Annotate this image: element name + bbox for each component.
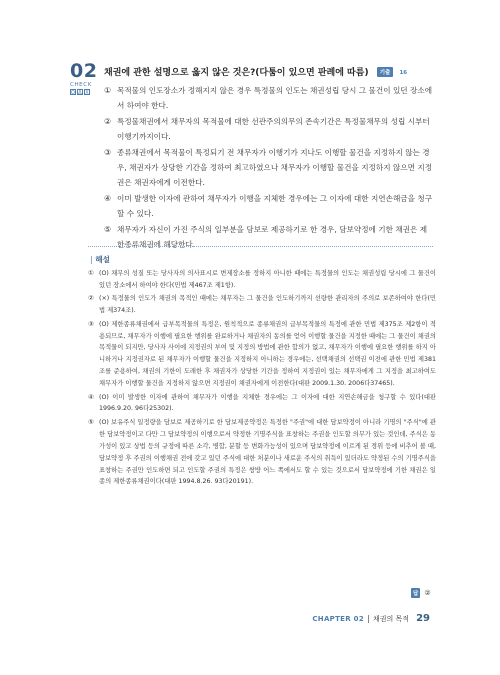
choice-text: 이미 발생한 이자에 관하여 채무자가 이행을 지체한 경우에는 그 이자에 대한 지연손해금을 청구할 수 있다.: [117, 194, 433, 218]
explanation-text: (O) 보유주식 일정량을 담보로 제공하기로 한 담보제공약정은 특정한 "주권"에 대한 담보약정이 아니라 기명의 "주식"에 관한 담보약정이고 다만 그 담보약정의 이행으로서 약정한 기명주식을 표창하는 주권을 인도할 의무가 있는 것인데, 주식은 동가성이 있고 상법 등의 규정에 따른 소각, 병합, 분할 등 변화가능성이 있으며 담보약정에 이르게 된 경위 등에 비추어 볼 때, 담보약정 후 주권의 이행채권 전에 갖고 있던 주식에 대한 처분이나 새로운 주식의 취득이 있더라도 약정된 수의 기명주식을 표창하는 주권만 인도하면 되고 인도할 주권의 특정은 쌍방 어느 쪽에서도 할 수 있는 것으로서 담보약정에 기한 채권은 일종의 제한종류채권이다(대판 1994.8.26. 93다20191).: [99, 418, 436, 486]
footer-divider: [368, 615, 369, 623]
exam-year: 16: [399, 70, 408, 76]
choice-3[interactable]: [104, 146, 434, 190]
choice-text: 채무자가 자신이 가진 주식의 일부분을 담보로 제공하기로 한 경우, 담보약정에 기한 채권은 제한종류채권에 해당한다.: [117, 225, 428, 249]
check-box-x[interactable]: X: [85, 90, 89, 96]
choice-1[interactable]: [104, 84, 434, 113]
choice-number: ②: [104, 117, 112, 127]
explanation-number: ④: [88, 392, 94, 401]
explanation-number: ③: [88, 319, 94, 328]
answer-badge: 답: [411, 588, 420, 598]
past-exam-badge: 기출: [377, 67, 394, 77]
question-number: 02: [70, 60, 98, 82]
explanation-text: (O) 채무의 성질 또는 당사자의 의사표시로 변제장소를 정하지 아니한 때에는 특정물의 인도는 채권성립 당시에 그 물건이 있던 장소에서 하여야 한다(민법 제467조 제1항).: [99, 270, 436, 289]
explanation-item-5: [88, 417, 436, 488]
explanation-text: (O) 이미 발생한 이자에 관하여 채무자가 이행을 지체한 경우에는 그 이자에 대한 지연손해금을 청구할 수 있다(대판 1996.9.20. 96다25302).: [99, 393, 436, 413]
choice-4[interactable]: [104, 192, 434, 221]
chapter-title: 채권의 목적: [373, 614, 410, 623]
explanation-text: (O) 제한종류채권에서 급부목적물의 특정은, 원칙적으로 종류채권의 급부목적물의 특정에 관한 민법 제375조 제2항이 적용되므로, 채무자가 이행에 필요한 행위를 완료하거나 채권자의 동의를 얻어 이행할 물건을 지정한 때에는 그 물건이 채권의 목적물이 되지만, 당사자 사이에 지정권의 부여 및 지정의 방법에 관한 합의가 없고, 채무자가 이행에 필요한 행위를 하지 아니하거나 지정권자로 된 채무자가 이행할 물건을 지정하지 아니하는 경우에는, 선택채권의 선택권 이전에 관한 민법 제381조를 준용하여, 채권의 기한이 도래한 후 채권자가 상당한 기간을 정하여 지정권이 있는 채무자에게 그 지정을 최고하여도 채무자가 이행할 물건을 지정하지 않으면 지정권이 채권자에게 이전한다(대판 2009.1.30. 2006다37465).: [99, 320, 436, 388]
explanation-number: ⑤: [88, 417, 94, 426]
explanation-number: ①: [88, 269, 94, 277]
choice-number: ③: [104, 148, 112, 158]
chapter-label: CHAPTER 02: [312, 614, 365, 623]
question-title: [104, 65, 407, 78]
check-box-triangle[interactable]: Δ: [78, 90, 82, 96]
explanation-label: [90, 254, 110, 265]
explanation-bracket: |: [90, 255, 93, 264]
explanation-list: [88, 268, 436, 490]
dotted-divider: [88, 246, 433, 247]
explanation-item-1: [88, 268, 436, 292]
choice-2[interactable]: [104, 115, 434, 144]
choice-text: 목적물의 인도장소가 정해지지 않은 경우 특정물의 인도는 채권성립 당시 그 물건이 있던 장소에서 하여야 한다.: [117, 86, 433, 110]
explanation-text: (×) 특정물의 인도가 채권의 목적인 때에는 채무자는 그 물건을 인도하기까지 선량한 관리자의 주의로 보존하여야 한다(민법 제374조).: [99, 295, 436, 315]
page-number: 29: [416, 613, 430, 624]
answer-indicator: [411, 588, 431, 598]
check-boxes: [70, 89, 90, 95]
question-title-text: 채권에 관한 설명으로 옳지 않은 것은?(다툼이 있으면 판례에 따름): [104, 68, 369, 78]
question-meta: [377, 67, 407, 77]
choice-number: ⑤: [104, 225, 112, 235]
check-box-o[interactable]: O: [71, 90, 75, 96]
explanation-item-2: [88, 293, 436, 317]
page-footer: [312, 613, 430, 624]
explanation-number: ②: [88, 294, 94, 303]
choice-text: 특정물채권에서 채무자의 목적물에 대한 선관주의의무의 존속기간은 특정물채무의 성립 시부터 이행기까지이다.: [117, 117, 430, 141]
explanation-item-4: [88, 392, 436, 416]
check-label: CHECK: [70, 82, 92, 88]
choice-text: 종류채권에서 목적물이 특정되기 전 채무자가 이행기가 지나도 이행할 물건을 지정하지 않는 경우, 채권자가 상당한 기간을 정하여 최고하였으나 채무자가 이행할 물건을 지정하지 않으면 지정권은 채권자에게 이전한다.: [117, 148, 433, 187]
choice-number: ①: [104, 86, 112, 95]
choice-5[interactable]: [104, 223, 434, 252]
choice-list: [104, 84, 434, 255]
explanation-label-text: 해설: [95, 255, 110, 264]
choice-number: ④: [104, 194, 112, 204]
answer-value: ②: [424, 589, 431, 597]
explanation-item-3: [88, 319, 436, 390]
